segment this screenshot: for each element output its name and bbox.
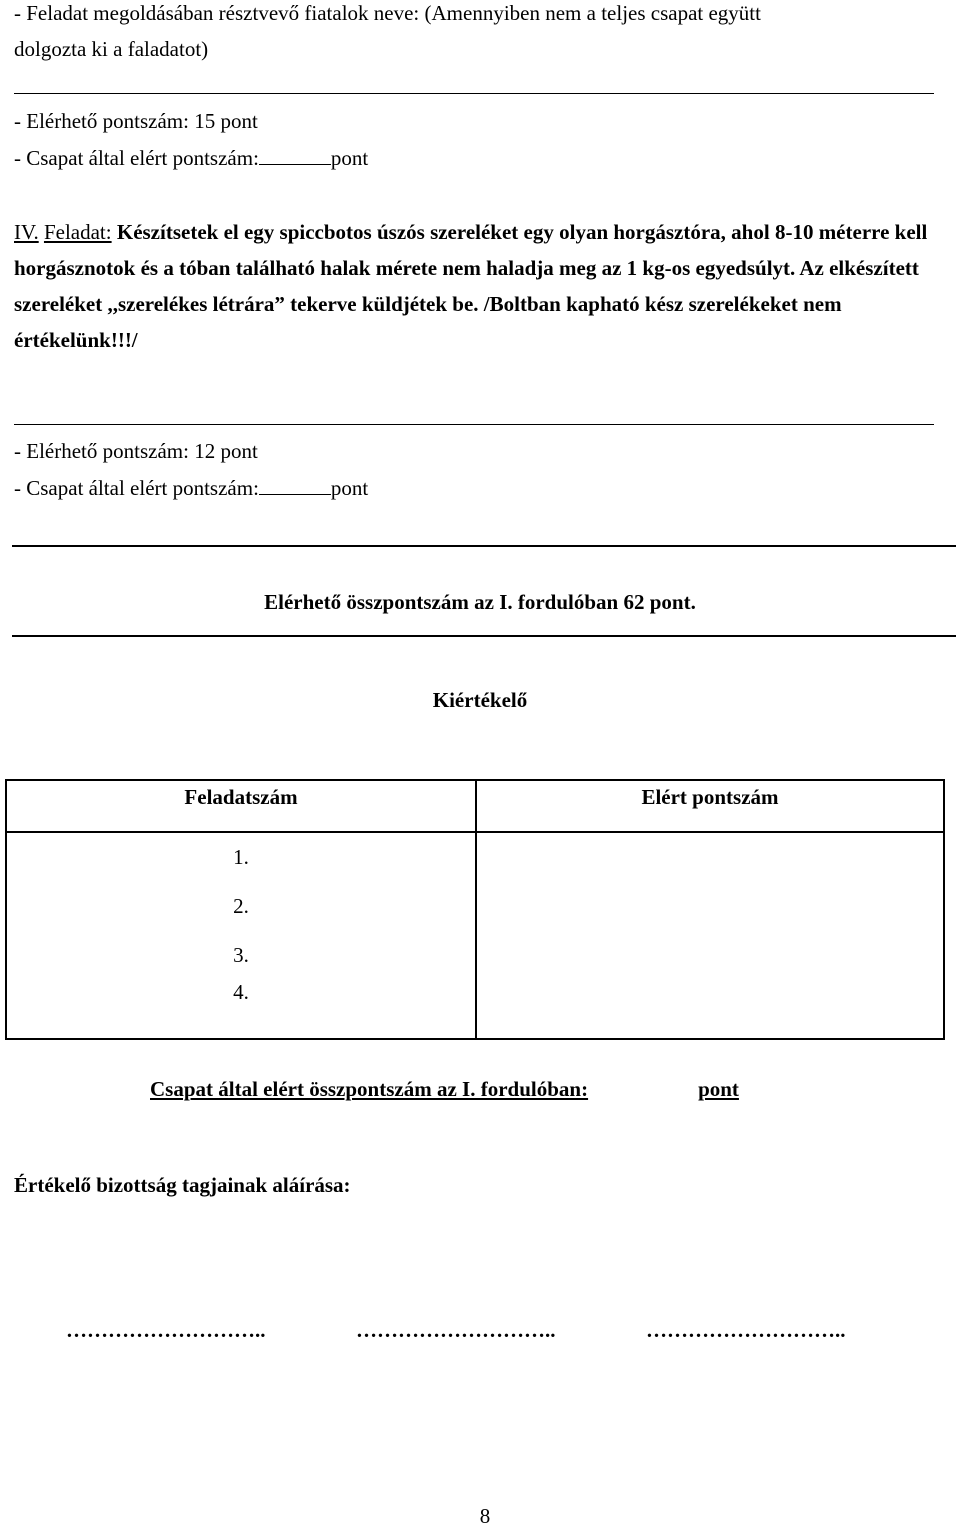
task-4-text: Készítsetek el egy spiccbotos úszós szereléket egy olyan horgásztóra, ahol 8-10 méterre kell horgásznotok és a tóban található halak mérete nem haladja meg az 1 kg-os egyedsúlyt. Az elkészített szereléket ,,szerelékes létrára” tekerve küldjétek be. /Boltban kapható kész szerelékeket nem értékelünk!!!/ xyxy=(14,220,928,352)
task-4-paragraph xyxy=(14,214,950,358)
table-row xyxy=(6,980,944,1039)
participants-underline[interactable] xyxy=(14,93,934,94)
prev-team-points-label: - Csapat által elért pontszám: xyxy=(14,146,259,170)
row-points-cell[interactable] xyxy=(476,882,944,931)
row-task-number: 2. xyxy=(6,882,476,931)
prev-team-points xyxy=(14,145,368,171)
evaluation-table-header xyxy=(6,780,944,832)
row-task-number: 1. xyxy=(6,832,476,882)
participants-line-1: - Feladat megoldásában résztvevő fiatalok neve: (Amennyiben nem a teljes csapat együtt xyxy=(14,1,761,25)
prev-team-points-blank[interactable] xyxy=(259,146,331,165)
task-4-team-points-unit: pont xyxy=(330,476,369,500)
team-total-line xyxy=(150,1076,739,1102)
summary-bottom-rule xyxy=(12,635,956,637)
task-4-team-points xyxy=(14,475,368,501)
page-number: 8 xyxy=(479,1504,491,1528)
table-row xyxy=(6,931,944,980)
prev-available-points: - Elérhető pontszám: 15 pont xyxy=(14,109,258,133)
signature-line-1[interactable]: ……………………….. xyxy=(66,1318,266,1342)
total-available-points: Elérhető összpontszám az I. fordulóban 62 pont. xyxy=(264,590,696,614)
row-task-number: 3. xyxy=(6,931,476,980)
team-total-label: Csapat által elért összpontszám az I. fordulóban: xyxy=(150,1077,589,1101)
task-4-number: IV. xyxy=(14,220,39,244)
task-4-team-points-label: - Csapat által elért pontszám: xyxy=(14,476,259,500)
task-4-team-points-blank[interactable] xyxy=(259,476,331,495)
team-total-unit: pont xyxy=(698,1077,739,1101)
task-4-label: Feladat: xyxy=(43,220,112,244)
header-points: Elért pontszám xyxy=(476,780,944,832)
evaluation-table xyxy=(5,779,945,1040)
signatures-label: Értékelő bizottság tagjainak aláírása: xyxy=(14,1173,351,1197)
header-task-number: Feladatszám xyxy=(6,780,476,832)
summary-top-rule xyxy=(12,545,956,547)
signature-line-3[interactable]: ……………………….. xyxy=(646,1318,846,1342)
signature-line-2[interactable]: ……………………….. xyxy=(356,1318,556,1342)
evaluator-title: Kiértékelő xyxy=(432,688,528,712)
row-points-cell[interactable] xyxy=(476,832,944,882)
prev-team-points-unit: pont xyxy=(330,146,369,170)
row-points-cell[interactable] xyxy=(476,931,944,980)
row-task-number: 4. xyxy=(6,980,476,1039)
task-4-available-points: - Elérhető pontszám: 12 pont xyxy=(14,439,258,463)
row-points-cell[interactable] xyxy=(476,980,944,1039)
task-4-underline[interactable] xyxy=(14,424,934,425)
participants-line-2: dolgozta ki a faladatot) xyxy=(14,37,209,61)
table-row xyxy=(6,882,944,931)
table-row xyxy=(6,832,944,882)
